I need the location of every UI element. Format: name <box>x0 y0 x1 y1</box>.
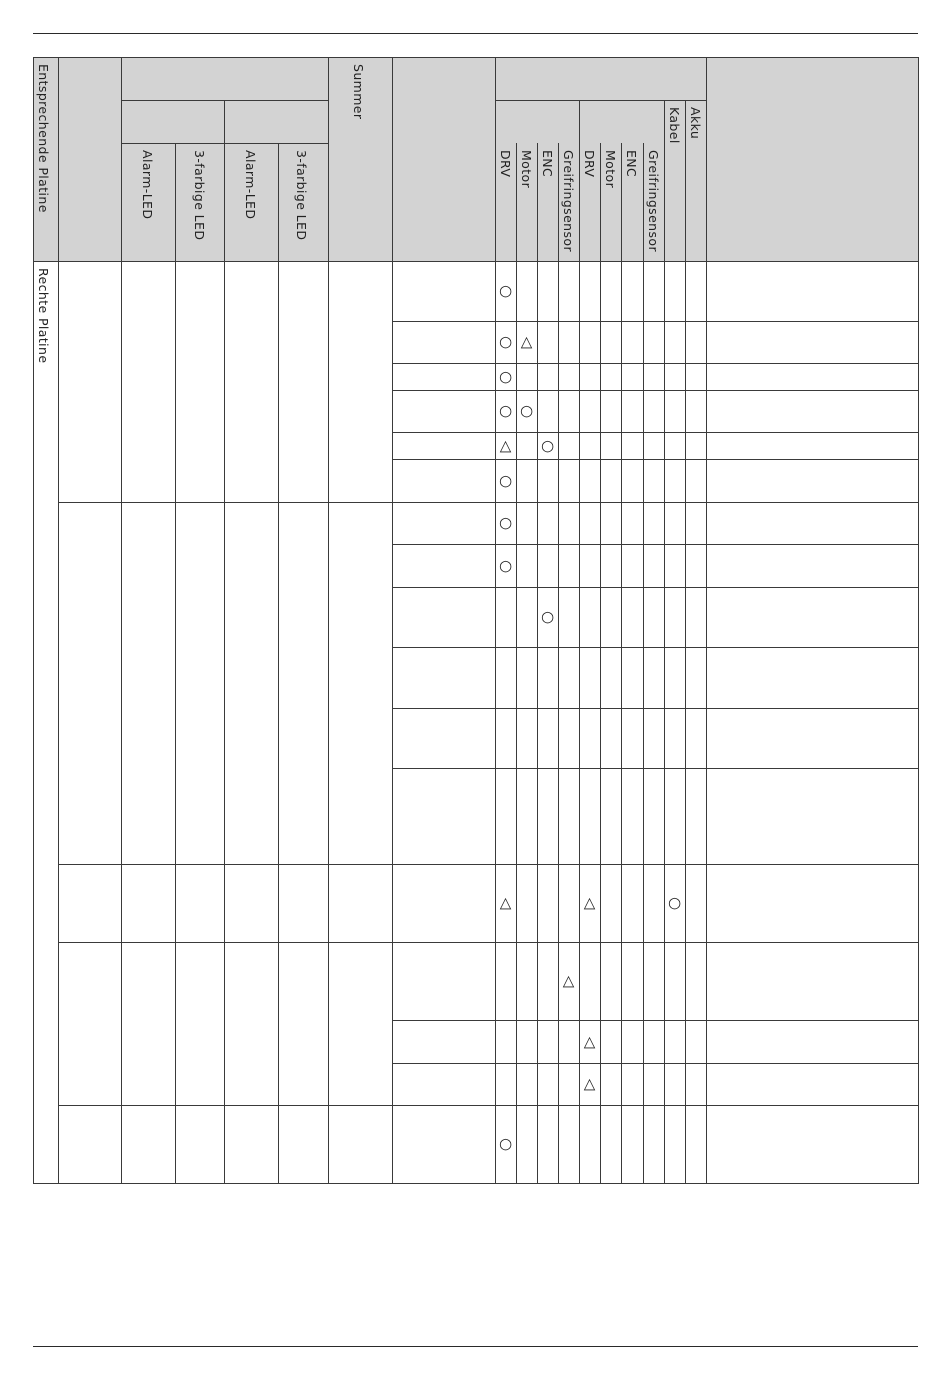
circle-mark: ○ <box>498 471 513 489</box>
header-tricolor-led-1: 3-farbige LED <box>192 150 207 241</box>
header-enc-1: ENC <box>540 150 555 178</box>
triangle-mark: △ <box>520 332 533 351</box>
triangle-mark: △ <box>499 436 512 454</box>
header-board: Entsprechende Platine <box>36 64 51 213</box>
table-header <box>33 57 918 261</box>
header-grip-sensor-1: Greifringsensor <box>561 150 576 253</box>
grid-line <box>58 864 393 865</box>
header-drv-1: DRV <box>498 150 513 178</box>
grid-line <box>392 363 919 364</box>
grid-line <box>224 100 225 1184</box>
grid-line <box>392 1183 919 1184</box>
circle-mark: ○ <box>498 332 513 351</box>
circle-mark: ○ <box>498 513 513 532</box>
grid-line <box>600 143 601 1184</box>
grid-line <box>537 143 538 1184</box>
header-grip-sensor-2: Greifringsensor <box>646 150 661 253</box>
grid-line <box>392 587 919 588</box>
header-drv-2: DRV <box>582 150 597 178</box>
grid-line <box>643 143 644 1184</box>
grid-line <box>392 321 919 322</box>
circle-mark: ○ <box>498 1134 513 1153</box>
triangle-mark: △ <box>499 893 512 912</box>
header-summer: Summer <box>351 64 366 120</box>
grid-line <box>392 390 919 391</box>
grid-line <box>392 1105 919 1106</box>
grid-line <box>392 502 919 503</box>
grid-line <box>392 1020 919 1021</box>
grid-line <box>392 768 919 769</box>
grid-line <box>495 57 496 1184</box>
grid-line <box>392 1063 919 1064</box>
header-motor-1: Motor <box>519 150 534 189</box>
circle-mark: ○ <box>519 401 534 420</box>
triangle-mark: △ <box>583 1032 596 1050</box>
header-tricolor-led-2: 3-farbige LED <box>294 150 309 241</box>
grid-line <box>392 647 919 648</box>
grid-line <box>392 544 919 545</box>
header-motor-2: Motor <box>603 150 618 189</box>
triangle-mark: △ <box>562 971 575 990</box>
circle-mark: ○ <box>540 436 555 454</box>
grid-line <box>33 57 34 1184</box>
header-battery: Akku <box>688 107 703 140</box>
grid-line <box>33 57 919 58</box>
grid-line <box>328 57 329 1184</box>
grid-line <box>558 143 559 1184</box>
grid-line <box>664 100 665 1184</box>
grid-line <box>392 864 919 865</box>
triangle-mark: △ <box>583 893 596 912</box>
header-cable: Kabel <box>667 107 682 144</box>
grid-line <box>392 459 919 460</box>
grid-line <box>392 942 919 943</box>
circle-mark: ○ <box>667 893 682 912</box>
triangle-mark: △ <box>583 1074 596 1093</box>
header-alarm-led-2: Alarm-LED <box>243 150 258 220</box>
grid-line <box>58 261 393 262</box>
grid-line <box>58 1105 393 1106</box>
grid-line <box>58 1183 393 1184</box>
grid-line <box>58 57 59 1184</box>
grid-line <box>392 57 393 1184</box>
circle-mark: ○ <box>540 607 555 626</box>
grid-line <box>495 100 707 101</box>
grid-line <box>175 143 176 1184</box>
header-alarm-led-1: Alarm-LED <box>140 150 155 220</box>
grid-line <box>58 502 393 503</box>
grid-line <box>392 432 919 433</box>
circle-mark: ○ <box>498 556 513 574</box>
grid-line <box>58 942 393 943</box>
grid-line <box>121 143 329 144</box>
grid-line <box>621 143 622 1184</box>
grid-line <box>392 708 919 709</box>
grid-line <box>579 100 580 1184</box>
circle-mark: ○ <box>498 401 513 420</box>
board-name: Rechte Platine <box>36 268 51 364</box>
circle-mark: ○ <box>498 281 513 300</box>
grid-line <box>392 261 919 262</box>
grid-line <box>516 143 517 1184</box>
grid-line <box>706 57 707 1184</box>
circle-mark: ○ <box>498 367 513 385</box>
grid-line <box>918 57 919 1184</box>
header-enc-2: ENC <box>624 150 639 178</box>
grid-line <box>121 100 329 101</box>
grid-line <box>278 143 279 1184</box>
grid-line <box>121 57 122 1184</box>
grid-line <box>685 100 686 1184</box>
